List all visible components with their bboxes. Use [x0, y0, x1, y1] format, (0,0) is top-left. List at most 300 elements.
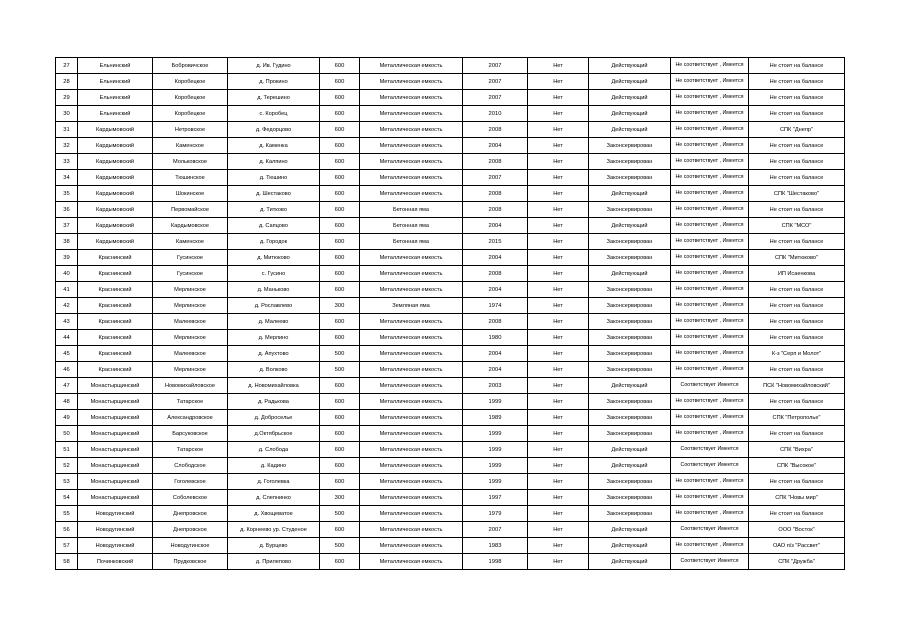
cell-year: 1983 — [463, 538, 528, 554]
cell-status: Действующий — [589, 442, 671, 458]
cell-district: Новодугинский — [78, 538, 153, 554]
cell-compliance: Не соответствует , Имеется — [671, 346, 749, 362]
cell-compliance: Не соответствует , Имеется — [671, 186, 749, 202]
cell-capacity: 600 — [320, 266, 360, 282]
cell-locality: д. Рославлево — [228, 298, 320, 314]
cell-capacity: 600 — [320, 394, 360, 410]
cell-status: Действующий — [589, 538, 671, 554]
cell-number: 35 — [56, 186, 78, 202]
cell-compliance: Не соответствует , Имеется — [671, 474, 749, 490]
table-row — [56, 90, 845, 106]
cell-number: 41 — [56, 282, 78, 298]
cell-status: Действующий — [589, 90, 671, 106]
table-row — [56, 378, 845, 394]
cell-license: Нет — [528, 442, 589, 458]
cell-year: 2004 — [463, 346, 528, 362]
cell-status: Действующий — [589, 458, 671, 474]
cell-status: Законсервирован — [589, 490, 671, 506]
cell-number: 54 — [56, 490, 78, 506]
cell-storage-type: Металлическая емкость — [360, 250, 463, 266]
cell-license: Нет — [528, 106, 589, 122]
cell-year: 1997 — [463, 490, 528, 506]
cell-status: Действующий — [589, 218, 671, 234]
cell-locality: с. Гусино — [228, 266, 320, 282]
cell-capacity: 600 — [320, 378, 360, 394]
table-row — [56, 266, 845, 282]
cell-locality: д. Новомихайловка — [228, 378, 320, 394]
cell-owner: Не стоит на балансе — [749, 58, 845, 74]
cell-settlement: Мерлинское — [153, 298, 228, 314]
table-row — [56, 474, 845, 490]
cell-district: Починковский — [78, 554, 153, 570]
cell-year: 2010 — [463, 106, 528, 122]
cell-locality: д. Слобода — [228, 442, 320, 458]
cell-year: 2007 — [463, 170, 528, 186]
cell-storage-type: Металлическая емкость — [360, 122, 463, 138]
cell-district: Кардымовский — [78, 170, 153, 186]
cell-owner: Не стоит на балансе — [749, 154, 845, 170]
cell-number: 58 — [56, 554, 78, 570]
cell-license: Нет — [528, 410, 589, 426]
cell-capacity: 600 — [320, 282, 360, 298]
cell-settlement: Соболевское — [153, 490, 228, 506]
cell-compliance: Не соответствует , Имеется — [671, 362, 749, 378]
cell-settlement: Гоголевское — [153, 474, 228, 490]
cell-owner: СПК "Вихра" — [749, 442, 845, 458]
cell-storage-type: Металлическая емкость — [360, 442, 463, 458]
cell-status: Законсервирован — [589, 202, 671, 218]
cell-year: 1980 — [463, 330, 528, 346]
cell-compliance: Не соответствует , Имеется — [671, 106, 749, 122]
cell-compliance: Не соответствует , Имеется — [671, 122, 749, 138]
cell-license: Нет — [528, 74, 589, 90]
cell-settlement: Мерлинское — [153, 362, 228, 378]
table-row — [56, 234, 845, 250]
cell-capacity: 600 — [320, 250, 360, 266]
cell-district: Ельнинский — [78, 74, 153, 90]
cell-status: Законсервирован — [589, 282, 671, 298]
cell-status: Действующий — [589, 106, 671, 122]
cell-district: Монастырщинский — [78, 474, 153, 490]
cell-compliance: Не соответствует , Имеется — [671, 218, 749, 234]
cell-year: 1999 — [463, 474, 528, 490]
cell-status: Действующий — [589, 74, 671, 90]
cell-number: 52 — [56, 458, 78, 474]
cell-storage-type: Металлическая емкость — [360, 474, 463, 490]
cell-year: 2015 — [463, 234, 528, 250]
cell-capacity: 600 — [320, 474, 360, 490]
cell-year: 1999 — [463, 394, 528, 410]
cell-license: Нет — [528, 394, 589, 410]
cell-capacity: 600 — [320, 426, 360, 442]
cell-compliance: Не соответствует , Имеется — [671, 170, 749, 186]
cell-capacity: 300 — [320, 298, 360, 314]
cell-locality: д. Гоголевка — [228, 474, 320, 490]
cell-locality: д. Маньково — [228, 282, 320, 298]
cell-settlement: Татарское — [153, 394, 228, 410]
cell-number: 50 — [56, 426, 78, 442]
cell-owner: СПК "Дружба" — [749, 554, 845, 570]
cell-settlement: Каменское — [153, 234, 228, 250]
cell-owner: СПК "Днепр" — [749, 122, 845, 138]
cell-year: 2008 — [463, 154, 528, 170]
cell-storage-type: Земляная яма — [360, 298, 463, 314]
cell-settlement: Днепровское — [153, 522, 228, 538]
cell-number: 31 — [56, 122, 78, 138]
cell-owner: Не стоит на балансе — [749, 90, 845, 106]
cell-license: Нет — [528, 234, 589, 250]
cell-storage-type: Металлическая емкость — [360, 154, 463, 170]
cell-locality: д. Шестаково — [228, 186, 320, 202]
cell-number: 55 — [56, 506, 78, 522]
cell-storage-type: Металлическая емкость — [360, 74, 463, 90]
cell-status: Действующий — [589, 378, 671, 394]
cell-locality: д. Тюшино — [228, 170, 320, 186]
cell-district: Новодугинский — [78, 522, 153, 538]
cell-district: Кардымовский — [78, 154, 153, 170]
cell-district: Краснинский — [78, 314, 153, 330]
cell-number: 53 — [56, 474, 78, 490]
cell-settlement: Прудковское — [153, 554, 228, 570]
cell-capacity: 600 — [320, 122, 360, 138]
cell-storage-type: Металлическая емкость — [360, 282, 463, 298]
cell-compliance: Не соответствует , Имеется — [671, 58, 749, 74]
cell-status: Законсервирован — [589, 426, 671, 442]
cell-storage-type: Бетонная яма — [360, 234, 463, 250]
cell-locality: д. Доброселье — [228, 410, 320, 426]
cell-number: 57 — [56, 538, 78, 554]
cell-status: Законсервирован — [589, 330, 671, 346]
cell-owner: Не стоит на балансе — [749, 234, 845, 250]
cell-district: Кардымовский — [78, 122, 153, 138]
cell-storage-type: Металлическая емкость — [360, 314, 463, 330]
cell-locality: д. Апухтово — [228, 346, 320, 362]
cell-number: 40 — [56, 266, 78, 282]
cell-locality: д. Титково — [228, 202, 320, 218]
cell-settlement: Коробецкое — [153, 74, 228, 90]
cell-capacity: 600 — [320, 90, 360, 106]
cell-district: Кардымовский — [78, 138, 153, 154]
register-table — [55, 57, 845, 570]
cell-storage-type: Металлическая емкость — [360, 490, 463, 506]
cell-capacity: 600 — [320, 202, 360, 218]
cell-locality: д. Калпино — [228, 154, 320, 170]
cell-compliance: Не соответствует , Имеется — [671, 154, 749, 170]
cell-number: 39 — [56, 250, 78, 266]
cell-owner: Не стоит на балансе — [749, 138, 845, 154]
cell-settlement: Бобровичское — [153, 58, 228, 74]
cell-status: Законсервирован — [589, 234, 671, 250]
cell-settlement: Каменское — [153, 138, 228, 154]
cell-number: 47 — [56, 378, 78, 394]
cell-number: 45 — [56, 346, 78, 362]
cell-license: Нет — [528, 250, 589, 266]
cell-settlement: Малеевское — [153, 346, 228, 362]
table-row — [56, 410, 845, 426]
cell-district: Краснинский — [78, 330, 153, 346]
cell-license: Нет — [528, 186, 589, 202]
cell-compliance: Соответствует Имеется — [671, 458, 749, 474]
cell-district: Краснинский — [78, 282, 153, 298]
cell-district: Кардымовский — [78, 202, 153, 218]
table-body — [56, 58, 845, 570]
cell-settlement: Нетровское — [153, 122, 228, 138]
cell-owner: Не стоит на балансе — [749, 74, 845, 90]
cell-owner: Не стоит на балансе — [749, 426, 845, 442]
cell-owner: Не стоит на балансе — [749, 362, 845, 378]
cell-capacity: 600 — [320, 106, 360, 122]
cell-owner: СПК "Новы мир" — [749, 490, 845, 506]
table-row — [56, 554, 845, 570]
cell-storage-type: Металлическая емкость — [360, 554, 463, 570]
cell-capacity: 300 — [320, 490, 360, 506]
cell-license: Нет — [528, 122, 589, 138]
cell-status: Законсервирован — [589, 170, 671, 186]
table-row — [56, 490, 845, 506]
cell-year: 2007 — [463, 522, 528, 538]
cell-locality: д. Сапцово — [228, 218, 320, 234]
cell-number: 44 — [56, 330, 78, 346]
cell-settlement: Мерлинское — [153, 282, 228, 298]
cell-owner: Не стоит на балансе — [749, 506, 845, 522]
cell-owner: Не стоит на балансе — [749, 314, 845, 330]
cell-license: Нет — [528, 154, 589, 170]
table-row — [56, 426, 845, 442]
table-row — [56, 298, 845, 314]
cell-owner: СПК "Митюково" — [749, 250, 845, 266]
cell-compliance: Соответствует Имеется — [671, 554, 749, 570]
cell-number: 56 — [56, 522, 78, 538]
cell-locality: д. Прокино — [228, 74, 320, 90]
table-row — [56, 138, 845, 154]
cell-year: 2004 — [463, 282, 528, 298]
cell-compliance: Не соответствует , Имеется — [671, 314, 749, 330]
cell-settlement: Днепровское — [153, 506, 228, 522]
cell-license: Нет — [528, 202, 589, 218]
cell-year: 1989 — [463, 410, 528, 426]
table-row — [56, 522, 845, 538]
cell-status: Действующий — [589, 186, 671, 202]
cell-settlement: Мольковское — [153, 154, 228, 170]
cell-capacity: 500 — [320, 506, 360, 522]
table-row — [56, 250, 845, 266]
cell-settlement: Мерлинское — [153, 330, 228, 346]
cell-locality: д. Прилепово — [228, 554, 320, 570]
cell-license: Нет — [528, 218, 589, 234]
cell-year: 2008 — [463, 122, 528, 138]
cell-number: 51 — [56, 442, 78, 458]
cell-status: Законсервирован — [589, 314, 671, 330]
cell-capacity: 600 — [320, 186, 360, 202]
cell-license: Нет — [528, 266, 589, 282]
cell-status: Законсервирован — [589, 250, 671, 266]
cell-owner: Не стоит на балансе — [749, 298, 845, 314]
cell-owner: Не стоит на балансе — [749, 202, 845, 218]
cell-settlement: Татарское — [153, 442, 228, 458]
cell-license: Нет — [528, 346, 589, 362]
cell-status: Законсервирован — [589, 474, 671, 490]
cell-year: 2007 — [463, 58, 528, 74]
cell-storage-type: Бетонная яма — [360, 218, 463, 234]
cell-district: Кардымовский — [78, 234, 153, 250]
cell-locality: с. Коробец — [228, 106, 320, 122]
cell-locality: д. Каменка — [228, 138, 320, 154]
cell-year: 2008 — [463, 186, 528, 202]
cell-compliance: Не соответствует , Имеется — [671, 538, 749, 554]
cell-status: Действующий — [589, 554, 671, 570]
cell-locality: д. Федорцово — [228, 122, 320, 138]
cell-storage-type: Металлическая емкость — [360, 170, 463, 186]
cell-district: Монастырщинский — [78, 442, 153, 458]
cell-settlement: Шокинское — [153, 186, 228, 202]
cell-locality: д. Радькова — [228, 394, 320, 410]
cell-compliance: Соответствует Имеется — [671, 442, 749, 458]
cell-owner: К-з "Серп и Молот" — [749, 346, 845, 362]
cell-owner: СПК "Шестаково" — [749, 186, 845, 202]
cell-owner: СПК "Высокое" — [749, 458, 845, 474]
cell-license: Нет — [528, 170, 589, 186]
cell-compliance: Не соответствует , Имеется — [671, 90, 749, 106]
cell-locality: д.Октябрьское — [228, 426, 320, 442]
cell-number: 46 — [56, 362, 78, 378]
table-row — [56, 218, 845, 234]
cell-status: Действующий — [589, 58, 671, 74]
cell-storage-type: Металлическая емкость — [360, 378, 463, 394]
cell-storage-type: Металлическая емкость — [360, 106, 463, 122]
cell-district: Ельнинский — [78, 106, 153, 122]
cell-status: Законсервирован — [589, 506, 671, 522]
table-row — [56, 330, 845, 346]
cell-owner: Не стоит на балансе — [749, 394, 845, 410]
cell-capacity: 500 — [320, 362, 360, 378]
cell-year: 1998 — [463, 554, 528, 570]
table-row — [56, 154, 845, 170]
cell-license: Нет — [528, 554, 589, 570]
cell-capacity: 600 — [320, 410, 360, 426]
table-row — [56, 202, 845, 218]
cell-capacity: 600 — [320, 314, 360, 330]
table-row — [56, 122, 845, 138]
cell-district: Монастырщинский — [78, 378, 153, 394]
cell-year: 2008 — [463, 314, 528, 330]
cell-number: 27 — [56, 58, 78, 74]
cell-capacity: 500 — [320, 538, 360, 554]
cell-year: 2007 — [463, 90, 528, 106]
cell-license: Нет — [528, 522, 589, 538]
cell-year: 2003 — [463, 378, 528, 394]
cell-license: Нет — [528, 458, 589, 474]
cell-number: 30 — [56, 106, 78, 122]
cell-compliance: Не соответствует , Имеется — [671, 250, 749, 266]
cell-district: Ельнинский — [78, 58, 153, 74]
cell-settlement: Гусинское — [153, 250, 228, 266]
cell-license: Нет — [528, 538, 589, 554]
cell-compliance: Не соответствует , Имеется — [671, 298, 749, 314]
cell-license: Нет — [528, 330, 589, 346]
table-row — [56, 362, 845, 378]
table-row — [56, 458, 845, 474]
cell-year: 2004 — [463, 138, 528, 154]
cell-capacity: 600 — [320, 234, 360, 250]
table-row — [56, 282, 845, 298]
cell-status: Законсервирован — [589, 346, 671, 362]
table-row — [56, 442, 845, 458]
cell-number: 28 — [56, 74, 78, 90]
cell-district: Монастырщинский — [78, 490, 153, 506]
cell-capacity: 600 — [320, 154, 360, 170]
table-row — [56, 314, 845, 330]
cell-storage-type: Металлическая емкость — [360, 394, 463, 410]
cell-capacity: 500 — [320, 346, 360, 362]
table-row — [56, 74, 845, 90]
cell-settlement: Гусинское — [153, 266, 228, 282]
cell-compliance: Не соответствует , Имеется — [671, 426, 749, 442]
table-row — [56, 186, 845, 202]
cell-settlement: Малеевское — [153, 314, 228, 330]
cell-storage-type: Металлическая емкость — [360, 138, 463, 154]
cell-storage-type: Металлическая емкость — [360, 538, 463, 554]
cell-district: Краснинский — [78, 298, 153, 314]
cell-owner: ООО "Восток" — [749, 522, 845, 538]
cell-storage-type: Металлическая емкость — [360, 58, 463, 74]
cell-compliance: Не соответствует , Имеется — [671, 506, 749, 522]
cell-license: Нет — [528, 138, 589, 154]
cell-owner: Не стоит на балансе — [749, 106, 845, 122]
cell-status: Законсервирован — [589, 298, 671, 314]
cell-capacity: 600 — [320, 58, 360, 74]
cell-compliance: Не соответствует , Имеется — [671, 234, 749, 250]
cell-compliance: Не соответствует , Имеется — [671, 202, 749, 218]
cell-year: 1974 — [463, 298, 528, 314]
cell-district: Краснинский — [78, 266, 153, 282]
cell-locality: д. Ив. Гудино — [228, 58, 320, 74]
cell-locality: д. Городок — [228, 234, 320, 250]
cell-number: 42 — [56, 298, 78, 314]
cell-number: 32 — [56, 138, 78, 154]
cell-storage-type: Металлическая емкость — [360, 266, 463, 282]
cell-number: 34 — [56, 170, 78, 186]
cell-district: Монастырщинский — [78, 394, 153, 410]
cell-settlement: Первомайское — [153, 202, 228, 218]
cell-compliance: Не соответствует , Имеется — [671, 74, 749, 90]
cell-locality: д. Корнеево ур. Студеное — [228, 522, 320, 538]
cell-district: Краснинский — [78, 346, 153, 362]
cell-license: Нет — [528, 282, 589, 298]
cell-owner: ИП Исаенкова — [749, 266, 845, 282]
cell-status: Действующий — [589, 122, 671, 138]
cell-locality: д. Слепнинко — [228, 490, 320, 506]
cell-capacity: 600 — [320, 522, 360, 538]
cell-compliance: Соответствует Имеется — [671, 378, 749, 394]
cell-status: Законсервирован — [589, 362, 671, 378]
cell-number: 38 — [56, 234, 78, 250]
cell-settlement: Кардымовское — [153, 218, 228, 234]
cell-district: Краснинский — [78, 362, 153, 378]
cell-year: 1999 — [463, 442, 528, 458]
cell-year: 1999 — [463, 426, 528, 442]
cell-storage-type: Металлическая емкость — [360, 330, 463, 346]
cell-settlement: Барсуковское — [153, 426, 228, 442]
cell-storage-type: Металлическая емкость — [360, 458, 463, 474]
cell-year: 1979 — [463, 506, 528, 522]
cell-compliance: Не соответствует , Имеется — [671, 330, 749, 346]
cell-number: 33 — [56, 154, 78, 170]
cell-capacity: 600 — [320, 74, 360, 90]
cell-status: Законсервирован — [589, 410, 671, 426]
cell-owner: СПК "МСО" — [749, 218, 845, 234]
cell-license: Нет — [528, 298, 589, 314]
cell-storage-type: Бетонная яма — [360, 202, 463, 218]
